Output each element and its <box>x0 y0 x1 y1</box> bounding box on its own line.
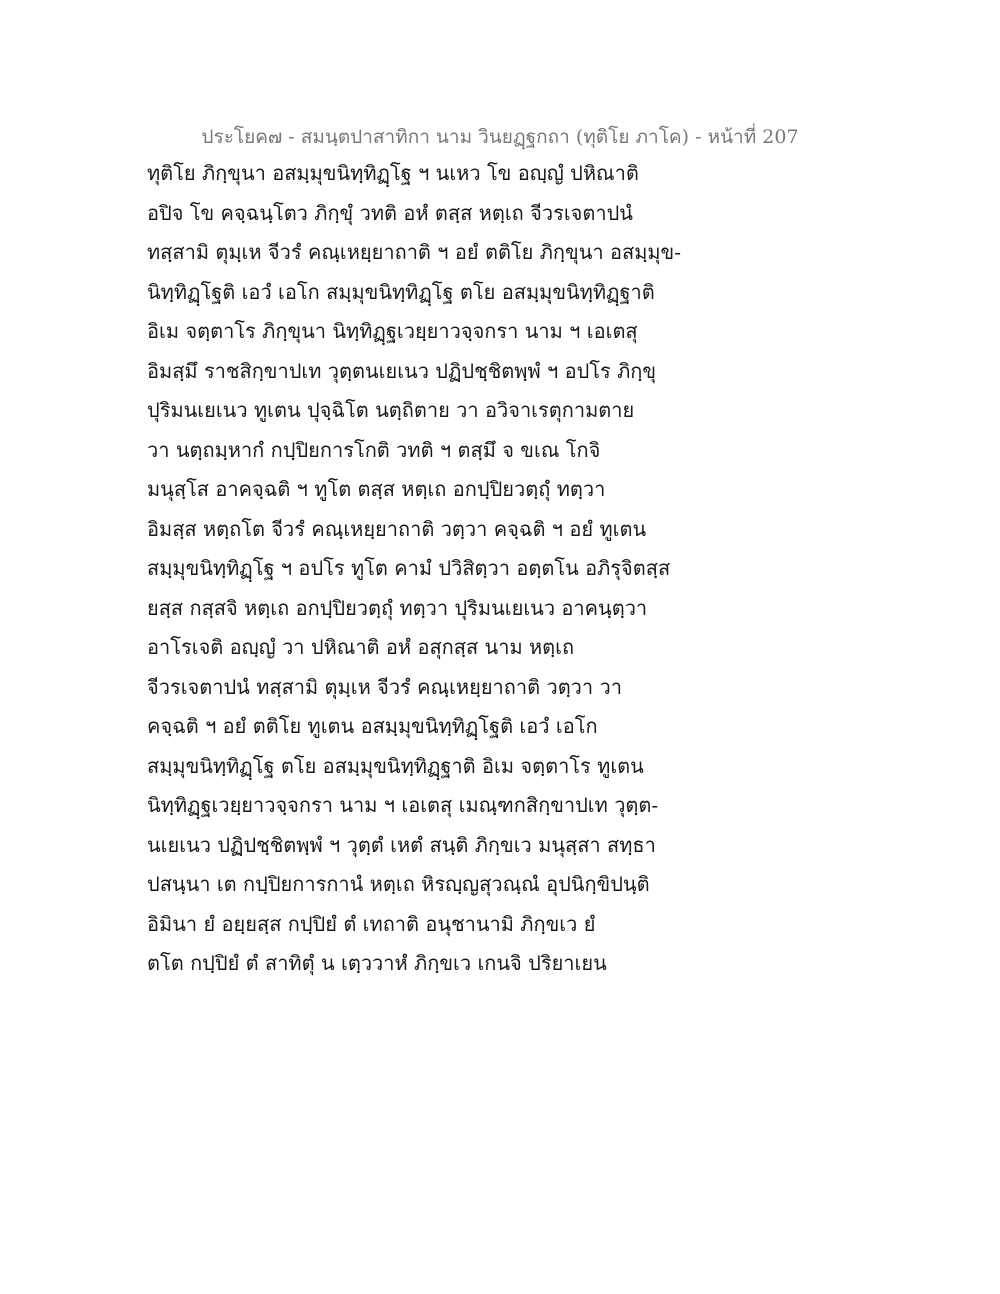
text-line: นเยเนว ปฏิปชฺชิตพฺพํ ฯ วุตฺตํ เหตํ สนฺติ ภิกฺขเว มนุสฺสา สทฺธา <box>147 832 656 857</box>
text-line: สมฺมุขนิทฺทิฏฺโฐ ฯ อปโร ทูโต คามํ ปวิสิตฺวา อตฺตโน อภิรุจิตสฺส <box>147 556 671 580</box>
text-line: สมฺมุขนิทฺทิฏฺโฐ ตโย อสมฺมุขนิทฺทิฏฺฐาติ อิเม จตฺตาโร ทูเตน <box>147 753 644 778</box>
text-line: วา นตฺถมฺหากํ กปฺปิยการโกติ วทติ ฯ ตสฺมึ จ ขเณ โกจิ <box>147 437 601 462</box>
running-header: ประโยค๗ - สมนฺตปาสาทิกา นาม วินยฏฺฐกถา (ทุติโย ภาโค) - หน้าที่ 207 <box>201 126 799 148</box>
text-line: อิมสฺมึ ราชสิกฺขาปเท วุตฺตนเยเนว ปฏิปชฺชิตพฺพํ ฯ อปโร ภิกฺขุ <box>147 358 657 383</box>
text-line: อิมินา ยํ อยฺยสฺส กปฺปิยํ ตํ เทถาติ อนุชานามิ ภิกฺขเว ยํ <box>147 911 596 936</box>
text-line: ทสฺสามิ ตุมฺเห จีวรํ คณฺเหยฺยาถาติ ฯ อยํ ตติโย ภิกฺขุนา อสมฺมุข- <box>147 240 681 264</box>
text-line: อปิจ โข คจฺฉนฺโตว ภิกฺขุํ วทติ อหํ ตสฺส หตฺเถ จีวรเจตาปนํ <box>147 200 633 225</box>
text-line: ปสนฺนา เต กปฺปิยการกานํ หตฺเถ หิรญฺญสุวณฺณํ อุปนิกฺขิปนฺติ <box>147 872 650 896</box>
text-line: อาโรเจติ อญฺญํ วา ปหิณาติ อหํ อสุกสฺส นาม หตฺเถ <box>147 635 575 659</box>
text-line: ปุริมนเยเนว ทูเตน ปุจฺฉิโต นตฺถิตาย วา อวิจาเรตุกามตาย <box>147 398 635 422</box>
text-line: นิทฺทิฏฺฐเวยฺยาวจฺจกรา นาม ฯ เอเตสุ เมณฺฑกสิกฺขาปเท วุตฺต- <box>147 793 659 817</box>
text-line: มนุสฺโส อาคจฺฉติ ฯ ทูโต ตสฺส หตฺเถ อกปฺปิยวตฺถุํ ทตฺวา <box>147 477 606 501</box>
text-line: นิทฺทิฏฺโฐติ เอวํ เอโก สมฺมุขนิทฺทิฏฺโฐ ตโย อสมฺมุขนิทฺทิฏฺฐาติ <box>147 279 655 304</box>
text-line: อิเม จตฺตาโร ภิกฺขุนา นิทฺทิฏฺฐเวยฺยาวจฺจกรา นาม ฯ เอเตสุ <box>147 319 638 343</box>
text-line: ยสฺส กสฺสจิ หตฺเถ อกปฺปิยวตฺถุํ ทตฺวา ปุริมนเยเนว อาคนฺตฺวา <box>147 595 648 620</box>
text-line: ทุติโย ภิกฺขุนา อสมฺมุขนิทฺทิฏฺโฐ ฯ นเหว โข อญฺญํ ปหิณาติ <box>147 161 639 185</box>
body-text <box>147 154 707 984</box>
text-line: จีวรเจตาปนํ ทสฺสามิ ตุมฺเห จีวรํ คณฺเหยฺยาถาติ วตฺวา วา <box>147 674 622 699</box>
text-line: คจฺฉติ ฯ อยํ ตติโย ทูเตน อสมฺมุขนิทฺทิฏฺโฐติ เอวํ เอโก <box>147 714 598 738</box>
text-line: อิมสฺส หตฺถโต จีวรํ คณฺเหยฺยาถาติ วตฺวา คจฺฉติ ฯ อยํ ทูเตน <box>147 516 647 541</box>
text-line: ตโต กปฺปิยํ ตํ สาทิตุํ น เตฺววาหํ ภิกฺขเว เกนจิ ปริยาเยน <box>147 951 607 975</box>
